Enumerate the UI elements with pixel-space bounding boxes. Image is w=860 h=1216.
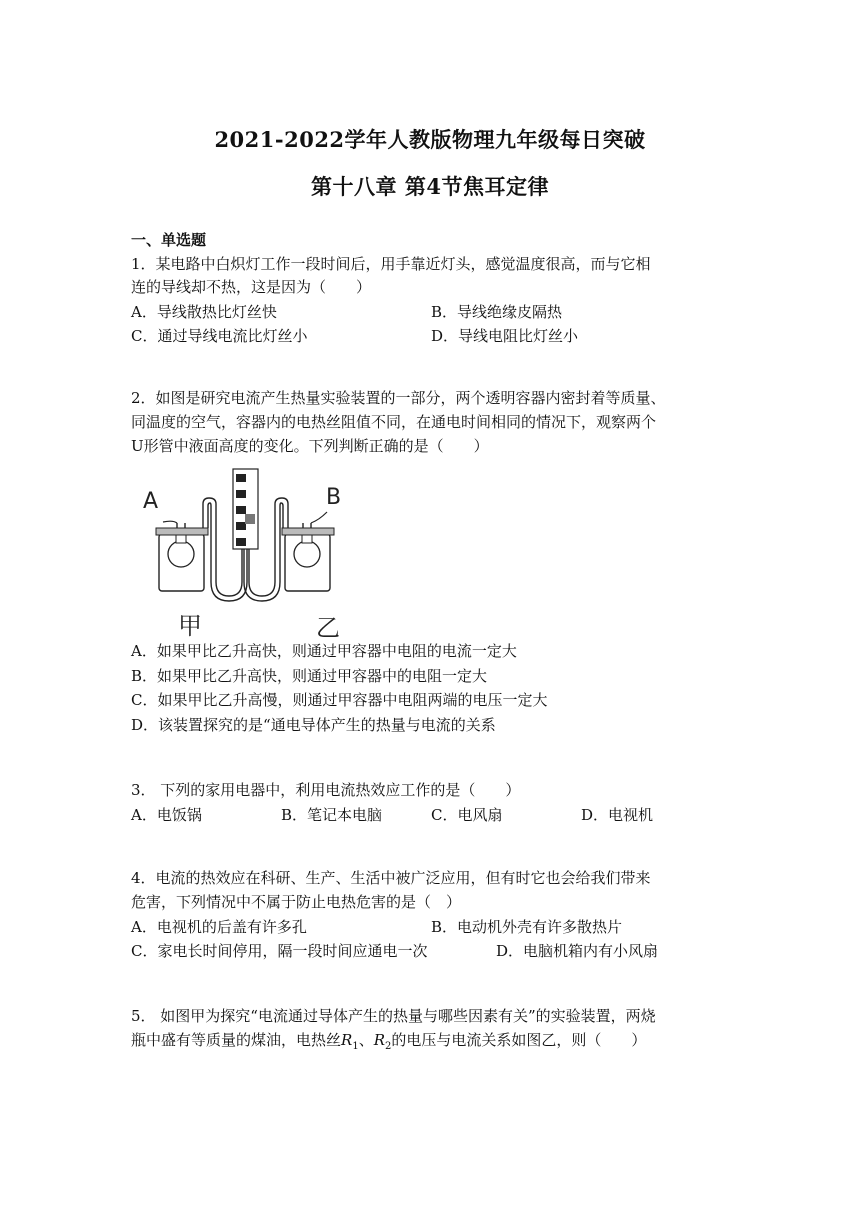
q2-option-d: D．该装置探究的是“通电导体产生的热量与电流的关系 — [131, 716, 496, 734]
q2-option-c: C．如果甲比乙升高慢，则通过甲容器中电阻两端的电压一定大 — [131, 691, 548, 709]
q2-option-b: B．如果甲比乙升高快，则通过甲容器中的电阻一定大 — [131, 667, 488, 685]
label-a: A — [143, 489, 159, 514]
q2-stem-line1: 2．如图是研究电流产生热量实验装置的一部分，两个透明容器内密封着等质量、 — [131, 389, 666, 407]
container-yi — [282, 512, 334, 591]
section-heading: 一、单选题 — [131, 231, 207, 249]
q2-stem-line3: U形管中液面高度的变化。下列判断正确的是（ ） — [131, 437, 489, 455]
chapter-subtitle: 第十八章 第4节焦耳定律 — [311, 174, 549, 199]
document-title: 2021-2022学年人教版物理九年级每日突破 — [214, 127, 646, 152]
q1-stem-line1: 1．某电路中白炽灯工作一段时间后，用手靠近灯头，感觉温度很高，而与它相 — [131, 255, 651, 273]
q3-option-d: D．电视机 — [581, 806, 654, 824]
q3-option-c: C．电风扇 — [431, 806, 503, 824]
q5-stem-line2 — [131, 1029, 731, 1058]
r1-symbol: R — [341, 1031, 353, 1049]
q4-option-a: A．电视机的后盖有许多孔 — [131, 918, 307, 936]
label-b: B — [326, 485, 342, 510]
q1-stem-line2: 连的导线却不热，这是因为（ ） — [131, 278, 372, 296]
q1-option-c: C．通过导线电流比灯丝小 — [131, 327, 308, 345]
label-jia: 甲 — [178, 612, 202, 640]
scale-ruler — [233, 469, 258, 549]
q3-stem: 3． 下列的家用电器中，利用电流热效应工作的是（ ） — [131, 781, 521, 799]
q4-option-c: C．家电长时间停用，隔一段时间应通电一次 — [131, 942, 428, 960]
r2-subscript: 2 — [385, 1041, 392, 1052]
q5-stem-line2-start: 瓶中盛有等质量的煤油，电热丝 — [131, 1031, 342, 1049]
q5-stem-line2-end: 的电压与电流关系如图乙，则（ ） — [391, 1031, 647, 1049]
q3-option-b: B．笔记本电脑 — [281, 806, 383, 824]
q1-option-a: A．导线散热比灯丝快 — [131, 303, 277, 321]
q2-option-a: A．如果甲比乙升高快，则通过甲容器中电阻的电流一定大 — [131, 642, 517, 660]
r1-subscript: 1 — [352, 1041, 359, 1052]
u-tube-apparatus-figure — [133, 464, 358, 642]
q5-stem-line1: 5． 如图甲为探究“电流通过导体产生的热量与哪些因素有关”的实验装置，两烧 — [131, 1007, 656, 1025]
q4-stem-line2: 危害，下列情况中不属于防止电热危害的是（ ） — [131, 893, 462, 911]
q3-option-a: A．电饭锅 — [131, 806, 202, 824]
container-jia — [156, 521, 208, 591]
q4-option-b: B．电动机外壳有许多散热片 — [431, 918, 623, 936]
q1-option-d: D．导线电阻比灯丝小 — [431, 327, 579, 345]
q1-option-b: B．导线绝缘皮隔热 — [431, 303, 563, 321]
q2-stem-line2: 同温度的空气，容器内的电热丝阻值不同，在通电时间相同的情况下，观察两个 — [131, 413, 657, 431]
q4-stem-line1: 4．电流的热效应在科研、生产、生活中被广泛应用，但有时它也会给我们带来 — [131, 869, 651, 887]
separator: 、 — [358, 1031, 374, 1049]
label-yi: 乙 — [316, 614, 340, 642]
q4-option-d: D．电脑机箱内有小风扇 — [496, 942, 659, 960]
r2-symbol: R — [373, 1031, 385, 1049]
